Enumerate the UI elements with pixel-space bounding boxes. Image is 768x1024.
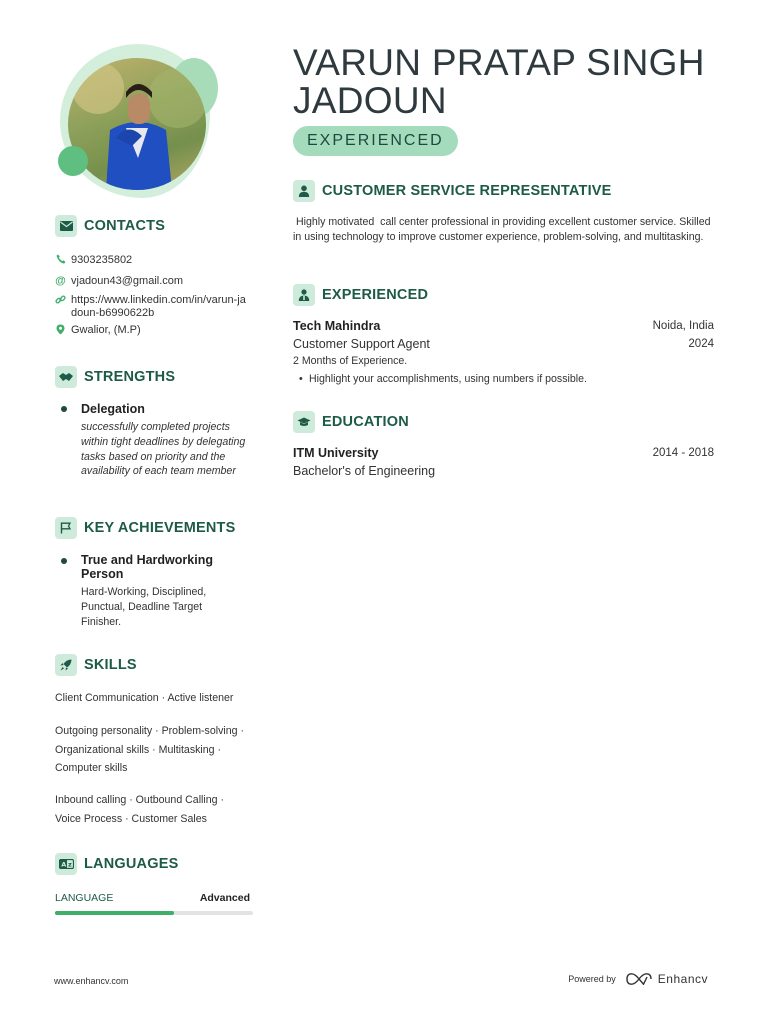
location-pin-icon (55, 324, 66, 339)
language-name: LANGUAGE (55, 892, 114, 904)
skill-group: Inbound calling · Outbound Calling · Voice Process · Customer Sales (55, 794, 225, 825)
powered-by-text: Powered by (568, 974, 616, 984)
link-icon (55, 294, 66, 309)
footer-website[interactable]: www.enhancv.com (54, 976, 129, 986)
job-bullet-text: Highlight your accomplishments, using numbers if possible. (309, 373, 587, 385)
footer-branding (568, 972, 708, 986)
job-date: 2024 (688, 338, 714, 350)
summary-text: Highly motivated call center professional in providing excellent customer service. Skilled in using technology to improve customer experience, problem-solving, and multitasking. (293, 216, 714, 243)
contact-phone (55, 254, 255, 268)
language-proficiency-fill (55, 911, 174, 915)
strengths-title: STRENGTHS (84, 369, 176, 385)
rocket-icon (55, 654, 77, 676)
education-dates: 2014 - 2018 (652, 447, 714, 459)
job-duration: 2 Months of Experience. (293, 355, 408, 367)
job-role: Customer Support Agent (293, 337, 430, 351)
decorative-dot (58, 146, 88, 176)
candidate-name: VARUN PRATAP SINGH JADOUN (293, 42, 705, 121)
at-sign-icon: @ (55, 275, 66, 287)
school-name: ITM University (293, 446, 379, 460)
skills-heading (55, 654, 137, 676)
envelope-icon (55, 215, 77, 237)
brand-name: Enhancv (657, 972, 708, 986)
location-text: Gwalior, (M.P) (71, 324, 141, 336)
email-address[interactable]: vjadoun43@gmail.com (71, 275, 184, 287)
bullet-dot (61, 406, 67, 412)
strength-title: Delegation (81, 402, 145, 416)
degree-name: Bachelor's of Engineering (293, 464, 436, 478)
languages-title: LANGUAGES (84, 856, 179, 872)
phone-icon (55, 254, 66, 268)
summary-title: CUSTOMER SERVICE REPRESENTATIVE (322, 183, 612, 199)
achievements-title: KEY ACHIEVEMENTS (84, 520, 236, 536)
strengths-heading (55, 366, 175, 388)
bullet-dot (61, 558, 67, 564)
avatar (68, 58, 206, 190)
company-name: Tech Mahindra (293, 319, 381, 333)
achievements-heading (55, 517, 235, 539)
contacts-title: CONTACTS (84, 218, 166, 234)
strength-description: successfully completed projects within tight deadlines by delegating tasks based on priority and the availability of each team member (81, 421, 246, 478)
linkedin-url[interactable]: https://www.linkedin.com/in/varun-jadoun-b6990622b (71, 294, 246, 319)
contact-linkedin (55, 294, 255, 319)
language-level: Advanced (199, 892, 250, 904)
skill-group: Outgoing personality · Problem-solving · Organizational skills · Multitasking · Computer skills (55, 725, 245, 774)
profile-photo-area (52, 42, 222, 202)
svg-text:z: z (67, 860, 72, 869)
briefcase-person-icon (293, 284, 315, 306)
contact-email (55, 275, 255, 288)
graduation-cap-icon (293, 411, 315, 433)
skill-group: Client Communication · Active listener (55, 692, 234, 704)
languages-heading (55, 853, 178, 875)
svg-text:A: A (60, 860, 66, 869)
experience-heading (293, 284, 428, 306)
education-heading (293, 411, 409, 433)
language-icon (55, 853, 77, 875)
skills-title: SKILLS (84, 657, 137, 673)
handshake-icon (55, 366, 77, 388)
achievement-title: True and Hardworking Person (81, 553, 213, 581)
job-bullet (299, 373, 587, 385)
infinity-logo-icon (626, 973, 652, 985)
brand-logo[interactable] (626, 972, 708, 986)
achievement-description: Hard-Working, Disciplined, Punctual, Deadline Target Finisher. (81, 586, 207, 628)
contacts-heading (55, 215, 165, 237)
experience-badge: EXPERIENCED (293, 126, 458, 156)
contact-location (55, 324, 255, 339)
phone-number[interactable]: 9303235802 (71, 254, 133, 266)
job-location: Noida, India (652, 320, 714, 332)
education-title: EDUCATION (322, 414, 409, 430)
experience-title: EXPERIENCED (322, 287, 429, 303)
flag-icon (55, 517, 77, 539)
language-proficiency-bar (55, 911, 253, 915)
person-icon (293, 180, 315, 202)
summary-heading (293, 180, 612, 202)
